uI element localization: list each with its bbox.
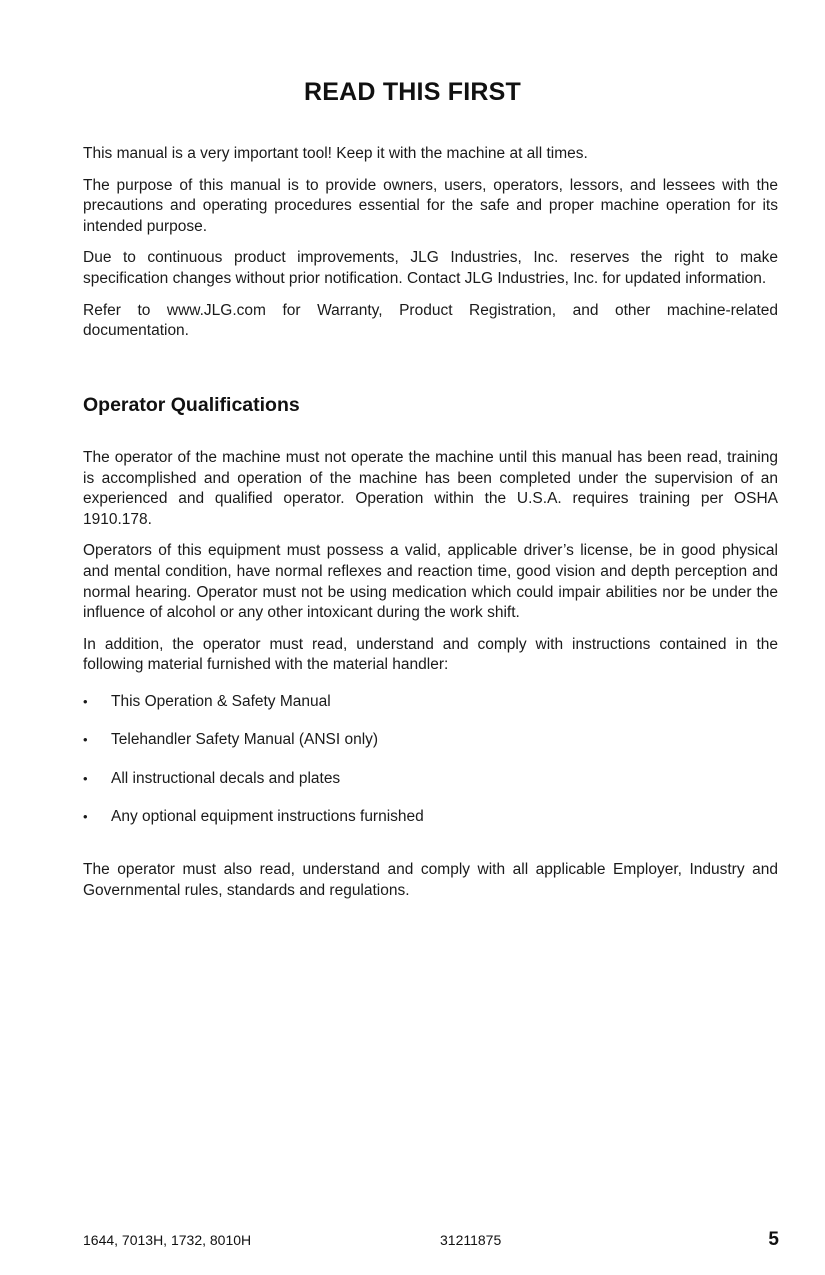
- list-item: [83, 769, 778, 808]
- closing-paragraph: The operator must also read, understand and comply with all applicable Employer, Industry and Governmental rules, standards and regulations.: [83, 860, 778, 899]
- intro-paragraph: This manual is a very important tool! Keep it with the machine at all times.: [83, 145, 588, 162]
- list-item: [83, 807, 778, 846]
- qualifications-paragraph: Operators of this equipment must possess a valid, applicable driver’s license, be in good physical and mental condition, have normal reflexes and reaction time, good vision and depth perception and normal hearing. Operator must not be using medication which could impair abilities nor be under the influence of alcohol or any other intoxicant during the work shift.: [83, 542, 778, 622]
- list-item: [83, 692, 778, 731]
- intro-paragraph: Refer to www.JLG.com for Warranty, Product Registration, and other machine-related documentation.: [83, 301, 778, 340]
- operator-qualifications-section: [83, 448, 778, 912]
- list-item-text: This Operation & Safety Manual: [111, 692, 331, 710]
- intro-paragraph: Due to continuous product improvements, JLG Industries, Inc. reserves the right to make specification changes without prior notification. Contact JLG Industries, Inc. for updated information.: [83, 249, 778, 287]
- qualifications-paragraph: The operator of the machine must not operate the machine until this manual has been read, training is accomplished and operation of the machine has been completed under the supervision of an experienced and qualified operator. Operation within the U.S.A. requires training per OSHA 1910.178.: [83, 449, 778, 528]
- required-materials-list: [83, 692, 778, 846]
- qualifications-paragraph: In addition, the operator must read, understand and comply with instructions contained in the following material furnished with the material handler:: [83, 635, 778, 674]
- intro-paragraph: The purpose of this manual is to provide owners, users, operators, lessors, and lessees with the precautions and operating procedures essential for the safe and proper machine operation for its intended purpose.: [83, 176, 778, 235]
- section-heading-operator-qualifications: Operator Qualifications: [83, 394, 300, 416]
- footer-document-number: 31211875: [440, 1232, 502, 1248]
- intro-section: [83, 144, 778, 353]
- footer-model-numbers: 1644, 7013H, 1732, 8010H: [83, 1232, 252, 1248]
- page-title: READ THIS FIRST: [304, 78, 521, 106]
- list-item-text: Telehandler Safety Manual (ANSI only): [111, 731, 379, 749]
- bullet-icon: •: [83, 693, 88, 709]
- list-item: [83, 730, 778, 769]
- list-item-text: All instructional decals and plates: [111, 769, 341, 787]
- list-item-text: Any optional equipment instructions furnished: [111, 808, 424, 826]
- bullet-icon: •: [83, 770, 88, 786]
- bullet-icon: •: [83, 732, 88, 748]
- page-number: 5: [768, 1229, 779, 1250]
- bullet-icon: •: [83, 809, 88, 825]
